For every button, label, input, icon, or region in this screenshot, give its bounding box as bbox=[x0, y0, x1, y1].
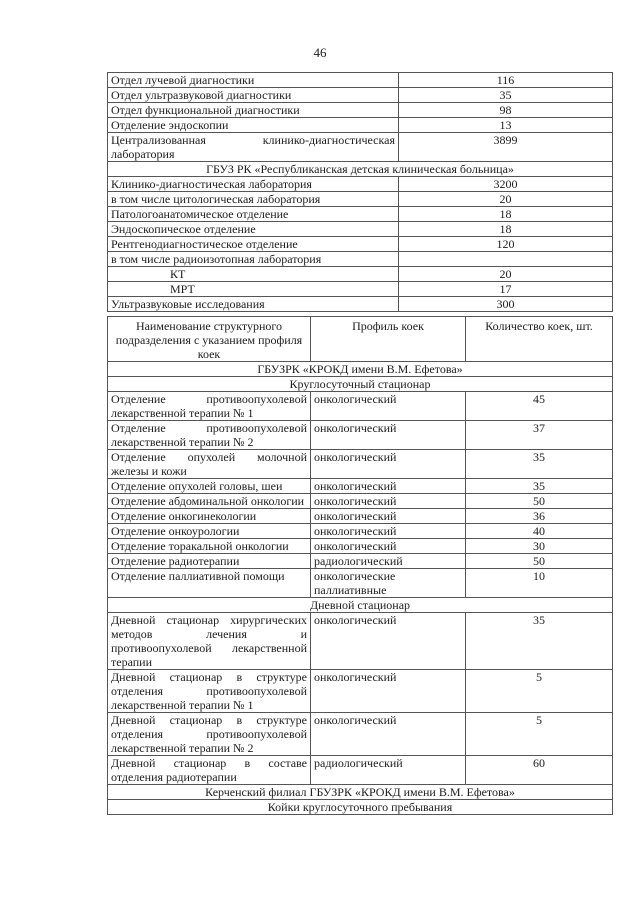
bed-profile: онкологический bbox=[311, 494, 466, 509]
unit-name: МРТ bbox=[108, 282, 399, 297]
unit-value: 3899 bbox=[399, 133, 613, 162]
bed-count: 50 bbox=[466, 554, 613, 569]
bed-profile: онкологический bbox=[311, 509, 466, 524]
unit-name: Отдел лучевой диагностики bbox=[108, 73, 399, 88]
unit-name: Отдел функциональной диагностики bbox=[108, 103, 399, 118]
org-row bbox=[108, 785, 613, 800]
unit-name: Отделение абдоминальной онкологии bbox=[108, 494, 311, 509]
bed-count: 10 bbox=[466, 569, 613, 598]
bed-count: 60 bbox=[466, 756, 613, 785]
unit-name: Дневной стационар в структуре отделения противоопухолевой лекарственной терапии № 2 bbox=[108, 713, 311, 756]
unit-name: Отделение радиотерапии bbox=[108, 554, 311, 569]
table-row bbox=[108, 756, 613, 785]
unit-name: Дневной стационар хирургических методов лечения и противоопухолевой лекарственной терапии bbox=[108, 613, 311, 670]
diagnostics-table bbox=[107, 72, 613, 312]
unit-value: 98 bbox=[399, 103, 613, 118]
table-row bbox=[108, 539, 613, 554]
unit-name: Отделение торакальной онкологии bbox=[108, 539, 311, 554]
table-row bbox=[108, 297, 613, 312]
unit-value: 20 bbox=[399, 267, 613, 282]
table-row bbox=[108, 392, 613, 421]
bed-count: 50 bbox=[466, 494, 613, 509]
page-number: 46 bbox=[313, 45, 327, 60]
unit-value: 35 bbox=[399, 88, 613, 103]
bed-count: 37 bbox=[466, 421, 613, 450]
unit-name: Дневной стационар в составе отделения радиотерапии bbox=[108, 756, 311, 785]
table-row bbox=[108, 569, 613, 598]
unit-name: Отделение противоопухолевой лекарственной терапии № 2 bbox=[108, 421, 311, 450]
unit-name: Отделение опухолей молочной железы и кожи bbox=[108, 450, 311, 479]
unit-name: Отделение опухолей головы, шеи bbox=[108, 479, 311, 494]
unit-value: 116 bbox=[399, 73, 613, 88]
table-row bbox=[108, 88, 613, 103]
table-row bbox=[108, 554, 613, 569]
unit-name: Ультразвуковые исследования bbox=[108, 297, 399, 312]
bed-profile: онкологический bbox=[311, 450, 466, 479]
table-row bbox=[108, 73, 613, 88]
org-title: ГБУЗРК «КРОКД имени В.М. Ефетова» bbox=[108, 362, 613, 377]
unit-name: КТ bbox=[108, 267, 399, 282]
section-row bbox=[108, 598, 613, 613]
table-row bbox=[108, 524, 613, 539]
unit-name: Патологоанатомическое отделение bbox=[108, 207, 399, 222]
table-row bbox=[108, 252, 613, 267]
section-row bbox=[108, 162, 613, 177]
table-row bbox=[108, 192, 613, 207]
table-row bbox=[108, 509, 613, 524]
unit-value: 13 bbox=[399, 118, 613, 133]
table-row bbox=[108, 118, 613, 133]
unit-name: Отдел ультразвуковой диагностики bbox=[108, 88, 399, 103]
table-row bbox=[108, 177, 613, 192]
unit-name: Дневной стационар в структуре отделения противоопухолевой лекарственной терапии № 1 bbox=[108, 670, 311, 713]
unit-name: Рентгенодиагностическое отделение bbox=[108, 237, 399, 252]
bed-count: 35 bbox=[466, 613, 613, 670]
table-row bbox=[108, 613, 613, 670]
bed-count: 40 bbox=[466, 524, 613, 539]
table-row bbox=[108, 133, 613, 162]
unit-name: Отделение эндоскопии bbox=[108, 118, 399, 133]
header-count: Количество коек, шт. bbox=[466, 317, 613, 362]
unit-value: 18 bbox=[399, 207, 613, 222]
bed-profile: онкологические паллиативные bbox=[311, 569, 466, 598]
org-title: Керченский филиал ГБУЗРК «КРОКД имени В.М. Ефетова» bbox=[108, 785, 613, 800]
bed-profile: онкологический bbox=[311, 539, 466, 554]
bed-profile: онкологический bbox=[311, 670, 466, 713]
section-row bbox=[108, 377, 613, 392]
table-row bbox=[108, 494, 613, 509]
org-row bbox=[108, 362, 613, 377]
unit-value: 20 bbox=[399, 192, 613, 207]
table-row bbox=[108, 267, 613, 282]
unit-value: 17 bbox=[399, 282, 613, 297]
bed-count: 35 bbox=[466, 450, 613, 479]
unit-name: Отделение онкогинекологии bbox=[108, 509, 311, 524]
bed-profile: онкологический bbox=[311, 613, 466, 670]
bed-profile: онкологический bbox=[311, 713, 466, 756]
bed-profile: онкологический bbox=[311, 392, 466, 421]
table-row bbox=[108, 222, 613, 237]
table-row bbox=[108, 670, 613, 713]
unit-value: 3200 bbox=[399, 177, 613, 192]
bed-profile: онкологический bbox=[311, 421, 466, 450]
bed-profile: радиологический bbox=[311, 756, 466, 785]
header-unit: Наименование структурного подразделения с указанием профиля коек bbox=[108, 317, 311, 362]
section-title: Дневной стационар bbox=[108, 598, 613, 613]
section-title: Койки круглосуточного пребывания bbox=[108, 800, 613, 815]
header-row bbox=[108, 317, 613, 362]
table-row bbox=[108, 207, 613, 222]
table-row bbox=[108, 421, 613, 450]
unit-value bbox=[399, 252, 613, 267]
section-row bbox=[108, 800, 613, 815]
section-title: ГБУЗ РК «Республиканская детская клиническая больница» bbox=[108, 162, 613, 177]
unit-name: в том числе цитологическая лаборатория bbox=[108, 192, 399, 207]
unit-value: 120 bbox=[399, 237, 613, 252]
bed-count: 5 bbox=[466, 713, 613, 756]
beds-table bbox=[107, 316, 613, 815]
bed-count: 45 bbox=[466, 392, 613, 421]
bed-count: 5 bbox=[466, 670, 613, 713]
bed-count: 36 bbox=[466, 509, 613, 524]
unit-name: Эндоскопическое отделение bbox=[108, 222, 399, 237]
unit-name: Отделение противоопухолевой лекарственной терапии № 1 bbox=[108, 392, 311, 421]
unit-value: 300 bbox=[399, 297, 613, 312]
section-title: Круглосуточный стационар bbox=[108, 377, 613, 392]
table-row bbox=[108, 450, 613, 479]
unit-name: в том числе радиоизотопная лаборатория bbox=[108, 252, 399, 267]
bed-profile: онкологический bbox=[311, 524, 466, 539]
unit-value: 18 bbox=[399, 222, 613, 237]
table-row bbox=[108, 479, 613, 494]
table-row bbox=[108, 103, 613, 118]
bed-count: 30 bbox=[466, 539, 613, 554]
bed-profile: радиологический bbox=[311, 554, 466, 569]
unit-name: Отделение онкоурологии bbox=[108, 524, 311, 539]
bed-count: 35 bbox=[466, 479, 613, 494]
table-row bbox=[108, 282, 613, 297]
bed-profile: онкологический bbox=[311, 479, 466, 494]
unit-name: Отделение паллиативной помощи bbox=[108, 569, 311, 598]
header-profile: Профиль коек bbox=[311, 317, 466, 362]
unit-name: Клинико-диагностическая лаборатория bbox=[108, 177, 399, 192]
unit-name: Централизованная клинико-диагностическая лаборатория bbox=[108, 133, 399, 162]
table-row bbox=[108, 237, 613, 252]
table-row bbox=[108, 713, 613, 756]
